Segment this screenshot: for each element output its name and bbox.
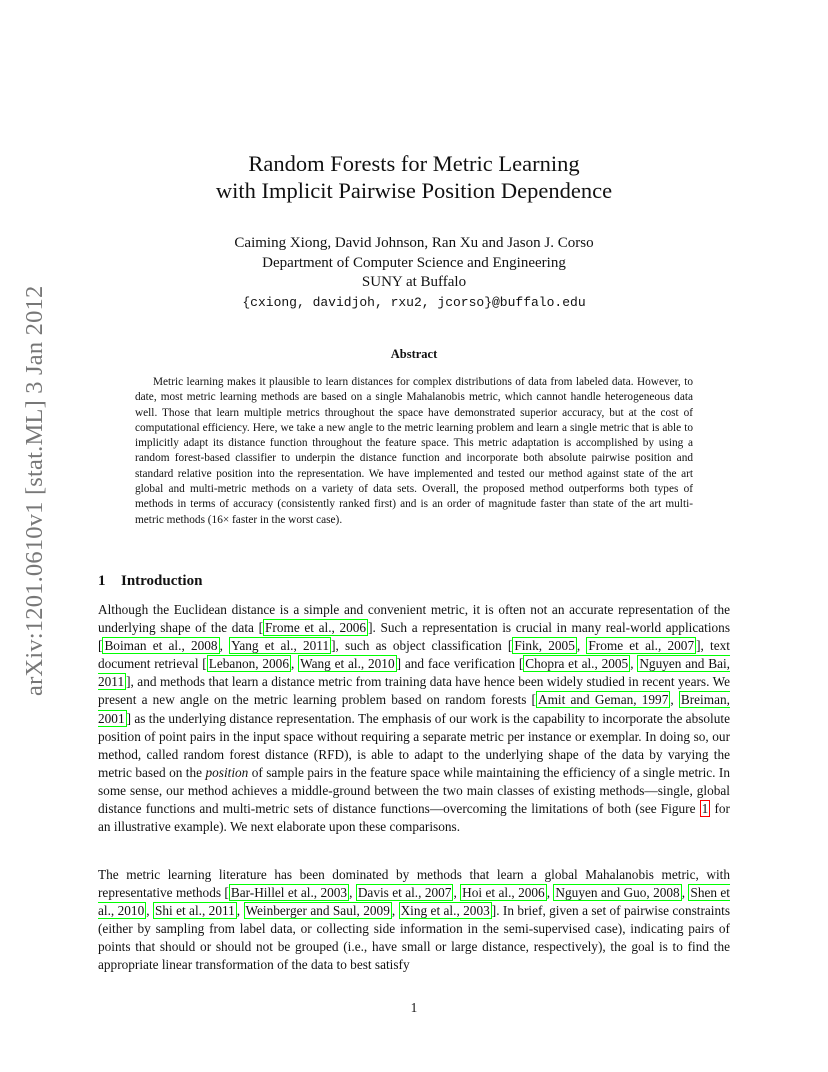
citation-link[interactable]: Lebanon, 2006 [208,656,289,672]
section-title: Introduction [121,573,203,589]
citation-link[interactable]: Yang et al., 2011 [231,638,330,654]
section-number: 1 [98,573,106,589]
arxiv-stamp: arXiv:1201.0610v1 [stat.ML] 3 Jan 2012 [21,285,48,697]
text-run: The metric learning literature has been dominated by methods that learn a global Mahalanobis metric, with representative methods [ [98,867,730,901]
citation-link[interactable]: Frome et al., 2007 [588,638,695,654]
citation-link[interactable]: Amit and Geman, 1997 [537,692,669,708]
text-run: , [349,885,356,901]
title-line-1: Random Forests for Metric Learning [248,151,580,176]
author-department: Department of Computer Science and Engineering [262,254,566,271]
text-run: for an illustrative example). We next elaborate upon these comparisons. [98,801,730,835]
citation-link[interactable]: Chopra et al., 2005 [525,656,629,672]
citation-link[interactable]: Nguyen and Guo, 2008 [555,885,680,901]
text-run: , [546,885,554,901]
citation-link[interactable]: Nguyen and Bai, 2011 [98,656,730,690]
text-run: , [219,638,230,654]
title-line-2: with Implicit Pairwise Position Dependence [215,178,613,203]
citation-link[interactable]: Davis et al., 2007 [357,885,452,901]
text-run: ], text document retrieval [ [98,638,730,672]
intro-paragraph-1 [98,601,730,836]
citation-link[interactable]: Shi et al., 2011 [154,903,235,919]
text-run: , [681,885,689,901]
citation-link[interactable]: Boiman et al., 2008 [104,638,218,654]
text-run: , [391,903,399,919]
intro-paragraph-2 [98,866,730,975]
author-institution: SUNY at Buffalo [361,274,467,290]
text-run: Although the Euclidean distance is a simple and convenient metric, it is often not an accurate representation of the underlying shape of the data [ [98,602,730,636]
author-names: Caiming Xiong, David Johnson, Ran Xu and Jason J. Corso [234,235,594,251]
text-run: ], such as object classification [ [331,638,513,654]
citation-link[interactable]: Frome et al., 2006 [265,620,367,636]
text-run: , [146,903,153,919]
abstract-text: Metric learning makes it plausible to learn distances for complex distributions of data from labeled data. However, to date, most metric learning methods are based on a single Mahalanobis metric, which cannot handle heterogeneous data well. Those that learn multiple metrics throughout the space have demonstrated superior accuracy, but at the cost of computational efficiency. Here, we take a new angle to the metric learning problem and learn a single metric that is able to implicitly adapt its distance function throughout the feature space. This metric adaptation is accomplished by using a random forest-based classifier to underpin the distance function and incorporate both absolute pairwise position and standard relative position into the representation. We have implemented and tested our method against state of the art global and multi-metric methods on a variety of data sets. Overall, the proposed method outperforms both types of methods in terms of accuracy (consistently ranked first) and is an order of magnitude faster than state of the art multi-metric methods (16× faster in the worst case). [135,376,693,526]
text-run: , [670,692,679,708]
text-run: , [290,656,299,672]
citation-link[interactable]: Fink, 2005 [514,638,575,654]
figure-ref-link[interactable]: 1 [701,801,709,817]
author-emails: {cxiong, davidjoh, rxu2, jcorso}@buffalo.edu [242,294,586,310]
page-number: 1 [410,1000,418,1015]
abstract-heading: Abstract [390,347,438,361]
emphasis-text: position [205,764,249,780]
citation-link[interactable]: Hoi et al., 2006 [462,885,545,901]
text-run: ], and methods that learn a distance metric from training data have hence been widely studied in recent years. We present a new angle on the metric learning problem based on random forests [ [98,674,730,708]
citation-link[interactable]: Bar-Hillel et al., 2003 [230,885,348,901]
text-run: ]. In brief, given a set of pairwise constraints (either by sampling from label data, or collecting side information in the semi-supervised case), indicating pairs of points that should or should not be grouped (i.e., have small or large distance, respectively), the goal is to find the appropriate linear transformation of the data to best satisfy [98,903,731,973]
section-heading [98,573,202,590]
text-run: , [630,656,638,672]
paper-title [98,150,730,204]
citation-link[interactable]: Weinberger and Saul, 2009 [245,903,390,919]
citation-link[interactable]: Wang et al., 2010 [300,656,395,672]
text-run: of sample pairs in the feature space while maintaining the efficiency of a single metric. In some sense, our method achieves a middle-ground between the two main classes of existing methods—single, global distance functions and multi-metric sets of distance functions—overcoming the limitations of both (see Figure [98,764,730,817]
author-block [98,234,730,312]
text-run: , [236,903,244,919]
text-run: ] as the underlying distance representation. The emphasis of our work is the capability to incorporate the absolute position of point pairs in the input space without requiring a separate metric per instance or exemplar. In doing so, our method, called random forest distance (RFD), is able to adapt to the underlying shape of the data by varying the metric based on the [98,710,730,780]
text-run: , [576,638,587,654]
citation-link[interactable]: Shen et al., 2010 [98,885,730,919]
text-run: ] and face verification [ [396,656,524,672]
citation-link[interactable]: Breiman, 2001 [98,692,730,726]
text-run: , [453,885,461,901]
citation-link[interactable]: Xing et al., 2003 [400,903,490,919]
text-run: ]. Such a representation is crucial in many real-world applications [ [98,620,731,654]
